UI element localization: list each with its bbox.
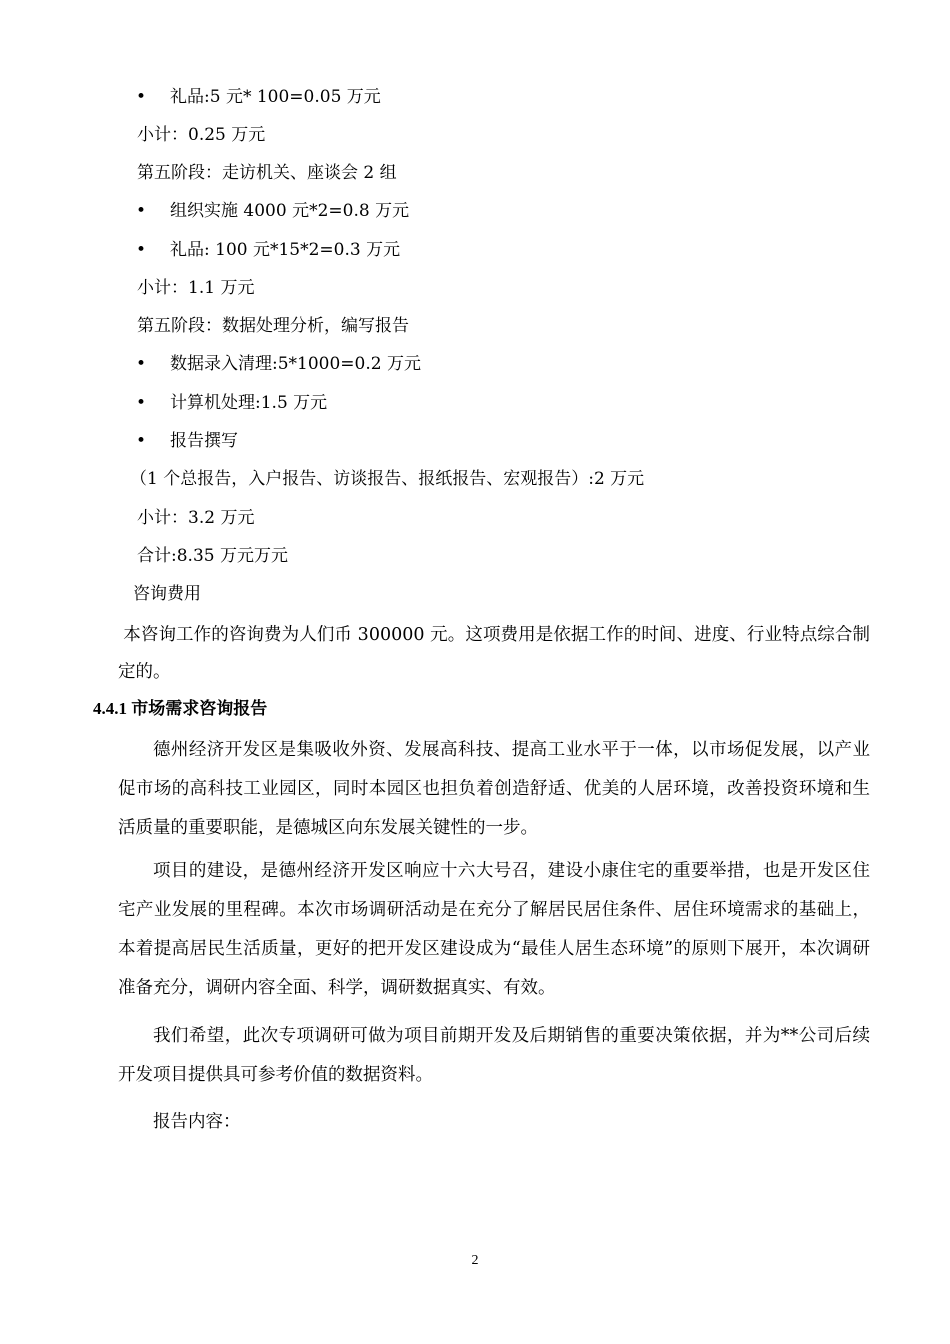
subtotal-line: 小计：3.2 万元	[137, 508, 255, 528]
section-heading: 4.4.1 市场需求咨询报告	[93, 699, 268, 718]
budget-line: 数据录入清理:5*1000=0.2 万元	[170, 354, 421, 374]
paragraph: 德州经济开发区是集吸收外资、发展高科技、提高工业水平于一体，以市场促发展，以产业促市场的高科技工业园区，同时本园区也担负着创造舒适、优美的人居环境，改善投资环境和生活质量的重要职能，是德城区向东发展关键性的一步。	[118, 740, 870, 838]
subtotal-line: 小计：0.25 万元	[137, 125, 266, 145]
bullet-icon: •	[136, 431, 147, 451]
fee-title: 咨询费用	[133, 584, 201, 604]
bullet-icon: •	[136, 201, 147, 221]
paragraph: 我们希望，此次专项调研可做为项目前期开发及后期销售的重要决策依据，并为**公司后续开发项目提供具可参考价值的数据资料。	[118, 1026, 870, 1085]
stage-title: 第五阶段：数据处理分析，编写报告	[137, 316, 409, 336]
budget-line: 报告撰写	[170, 431, 238, 451]
bullet-icon: •	[136, 240, 147, 260]
bullet-icon: •	[136, 393, 147, 413]
budget-line: （1 个总报告，入户报告、访谈报告、报纸报告、宏观报告）:2 万元	[130, 469, 645, 489]
bullet-icon: •	[136, 354, 147, 374]
total-line: 合计:8.35 万元万元	[137, 546, 288, 566]
budget-line: 礼品: 100 元*15*2=0.3 万元	[170, 240, 401, 260]
paragraph: 报告内容：	[153, 1112, 241, 1132]
fee-paragraph: 本咨询工作的咨询费为人们币 300000 元。这项费用是依据工作的时间、进度、行业特点综合制定的。	[118, 625, 870, 682]
bullet-icon: •	[136, 87, 147, 107]
budget-line: 礼品:5 元* 100=0.05 万元	[170, 87, 381, 107]
page-number: 2	[471, 1253, 479, 1268]
stage-title: 第五阶段：走访机关、座谈会 2 组	[137, 163, 397, 183]
budget-line: 组织实施 4000 元*2=0.8 万元	[170, 201, 410, 221]
budget-line: 计算机处理:1.5 万元	[170, 393, 328, 413]
subtotal-line: 小计：1.1 万元	[137, 278, 255, 298]
paragraph: 项目的建设，是德州经济开发区响应十六大号召，建设小康住宅的重要举措，也是开发区住宅产业发展的里程碑。本次市场调研活动是在充分了解居民居住条件、居住环境需求的基础上，本着提高居民生活质量，更好的把开发区建设成为“最佳人居生态环境”的原则下展开，本次调研准备充分，调研内容全面、科学，调研数据真实、有效。	[118, 861, 870, 998]
